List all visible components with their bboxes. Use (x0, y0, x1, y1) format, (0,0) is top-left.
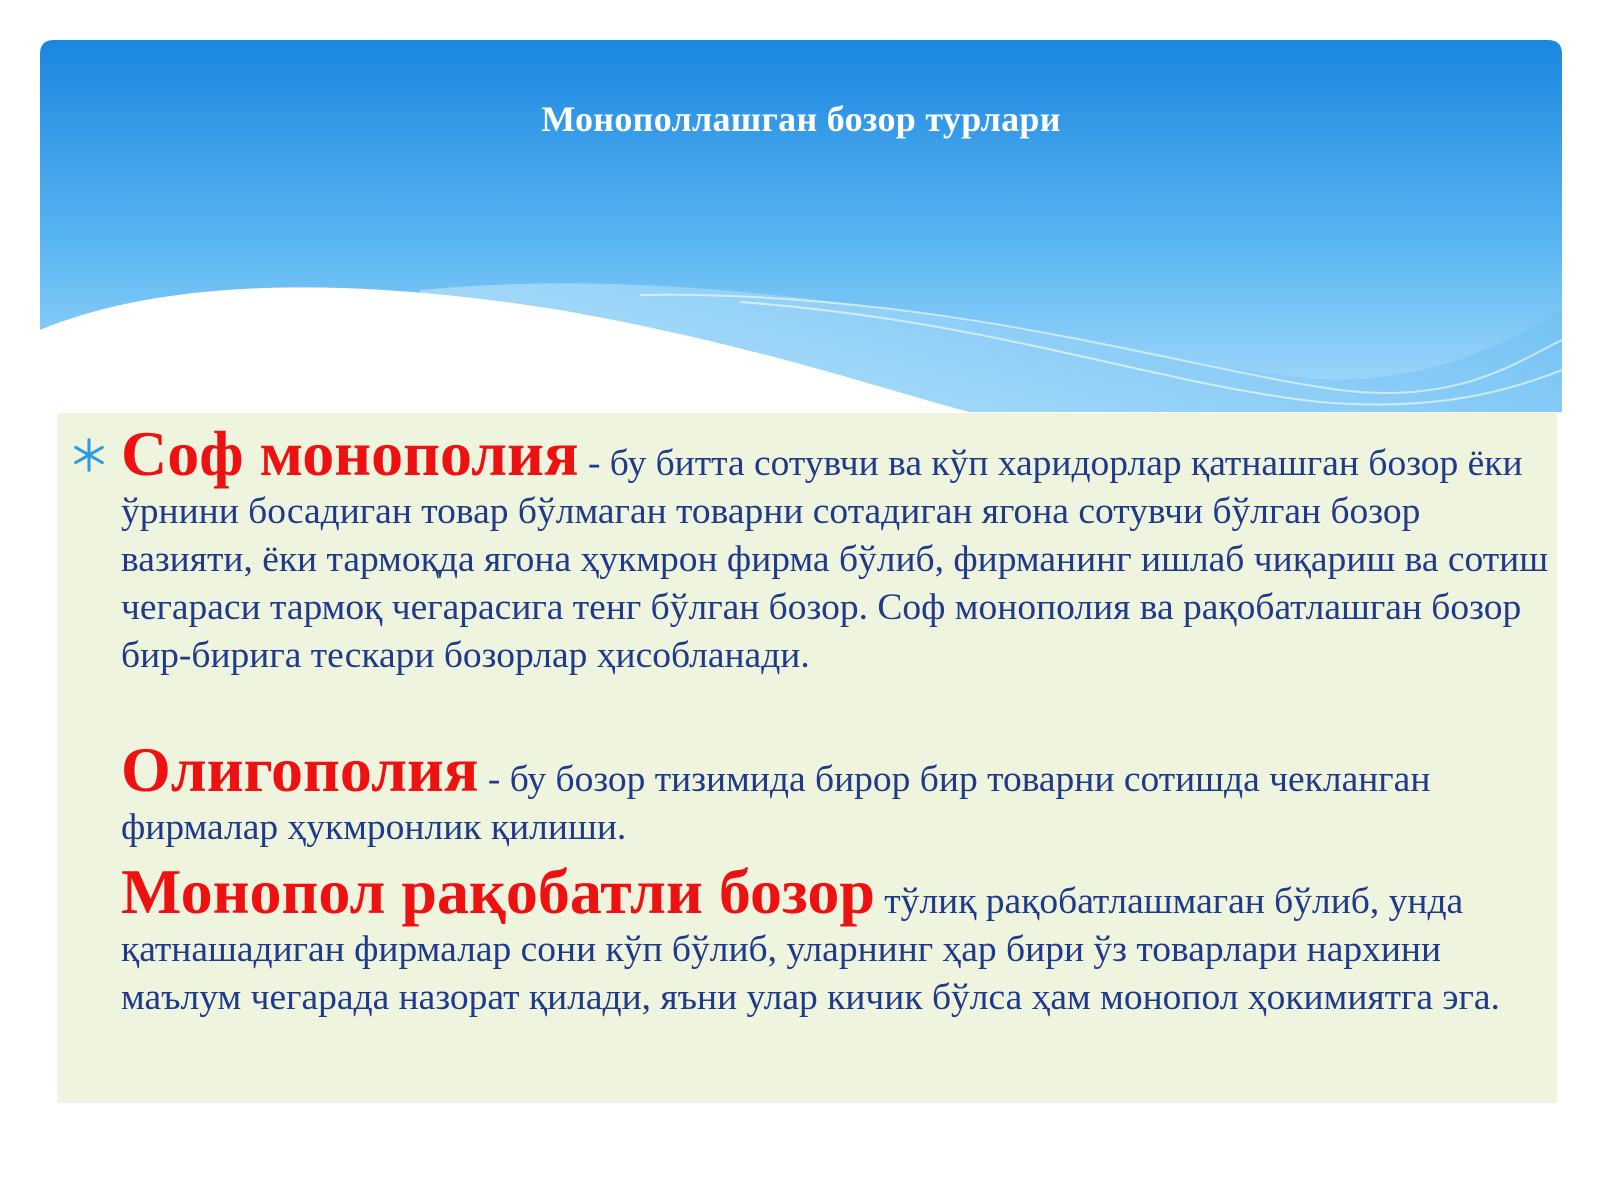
definition-oligopoly: - бу бозор тизимида бирор бир товарни сотишда чекланган фирмалар ҳукмронлик қилиши. (121, 759, 1431, 848)
sky-wave-background (40, 40, 1562, 412)
definition-pure-monopoly: - бу битта сотувчи ва кўп харидорлар қатнашган бозор ёки ўрнини босадиган товар бўлмаган товарни сотадиган ягона сотувчи бўлган бозор вазияти, ёки тармоқда ягона ҳукмрон фирма бўлиб, фирманинг ишлаб чиқариш ва сотиш чегараси тармоқ чегарасига тенг бўлган бозор. Соф монополия ва рақобатлашган бозор бир-бирига тескари бозорлар ҳисобланади. (121, 443, 1549, 676)
term-oligopoly: Олигополия (121, 734, 479, 805)
term-monopolistic-competition: Монопол рақобатли бозор (121, 856, 875, 927)
term-pure-monopoly: Соф монополия (121, 418, 579, 489)
definition-monopolistic-competition: тўлиқ рақобатлашмаган бўлиб, унда қатнашадиган фирмалар сони кўп бўлиб, уларнинг ҳар бири ўз товарлари нархини маълум чегарада назорат қилади, яъни улар кичик бўлса ҳам монопол ҳокимиятга эга. (121, 881, 1500, 1018)
asterisk-star-icon (70, 436, 108, 474)
paragraph-oligopoly (121, 734, 1549, 852)
header-banner (40, 40, 1562, 412)
paragraph-pure-monopoly (121, 418, 1549, 680)
paragraph-monopolistic-competition (121, 856, 1549, 1022)
slide-title: Монополлашган бозор турлари (541, 99, 1061, 139)
